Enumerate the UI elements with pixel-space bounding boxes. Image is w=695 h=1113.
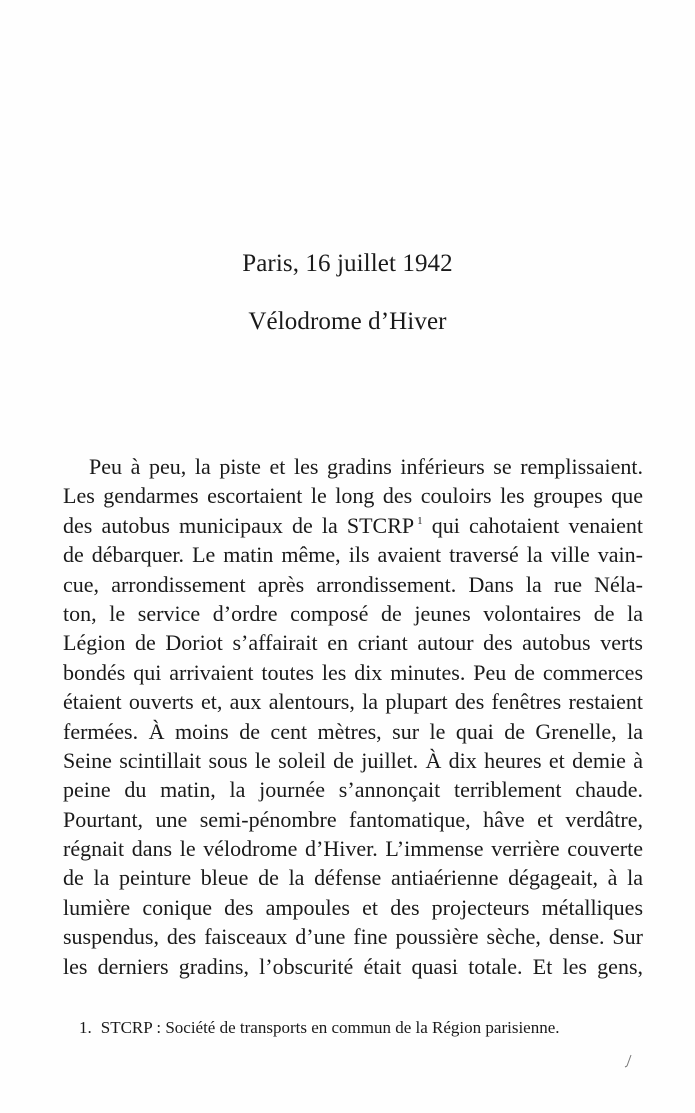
text-segment: qui cahotaient venaient: [431, 512, 644, 538]
text-line: peine du matin, la journée s’annonçait terriblement chaude.: [63, 777, 643, 803]
text-line: Les gendarmes escortaient le long des couloirs les groupes que: [63, 483, 643, 509]
text-line: Seine scintillait sous le soleil de juillet. À dix heures et demie à: [63, 747, 643, 773]
text-line: régnait dans le vélodrome d’Hiver. L’immense verrière couverte: [63, 836, 643, 862]
text-line-with-footnote: [63, 511, 643, 540]
pencil-mark-icon: [624, 1054, 634, 1068]
text-line: fermées. À moins de cent mètres, sur le quai de Grenelle, la: [63, 718, 643, 744]
footnote-number: 1.: [79, 1018, 92, 1037]
text-line: les derniers gradins, l’obscurité était quasi totale. Et les gens,: [63, 953, 643, 979]
heading-place-date: Paris, 16 juillet 1942: [242, 250, 453, 277]
text-line: de la peinture bleue de la défense antiaérienne dégageait, à la: [63, 865, 643, 891]
text-line: Peu à peu, la piste et les gradins inférieurs se remplissaient.: [89, 454, 643, 479]
text-segment: des autobus municipaux de la STCRP: [63, 512, 415, 538]
body-paragraph: [63, 452, 643, 981]
text-line: ton, le service d’ordre composé de jeunes volontaires de la: [63, 600, 643, 626]
footnote-reference: 1: [417, 514, 423, 527]
text-line: de débarquer. Le matin même, ils avaient traversé la ville vain-: [63, 542, 643, 568]
text-line: lumière conique des ampoules et des projecteurs métalliques: [63, 894, 643, 920]
text-line: Légion de Doriot s’affairait en criant autour des autobus verts: [63, 630, 643, 656]
text-line: étaient ouverts et, aux alentours, la plupart des fenêtres restaient: [63, 689, 643, 715]
text-line: cue, arrondissement après arrondissement. Dans la rue Néla-: [63, 571, 643, 597]
footnote: [79, 1018, 560, 1038]
footnote-text: STCRP : Société de transports en commun de la Région parisienne.: [100, 1018, 560, 1037]
text-line: suspendus, des faisceaux d’une fine poussière sèche, dense. Sur: [63, 924, 643, 950]
heading-location: Vélodrome d’Hiver: [248, 308, 447, 335]
text-line: Pourtant, une semi-pénombre fantomatique, hâve et verdâtre,: [63, 806, 643, 832]
text-line: bondés qui arrivaient toutes les dix minutes. Peu de commerces: [63, 659, 643, 685]
